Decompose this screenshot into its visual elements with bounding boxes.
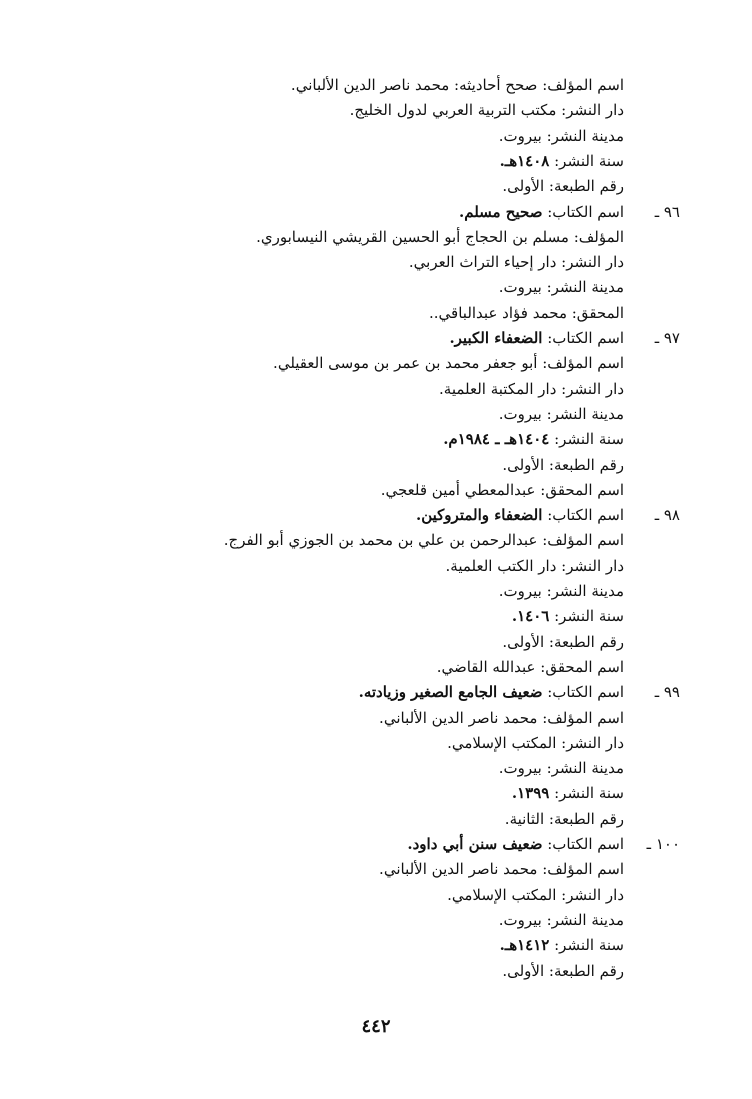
bibliography-line [379, 707, 624, 729]
field-label: مدينة النشر: [541, 911, 624, 929]
bibliography-line [273, 352, 624, 374]
entry-number: ٩٨ ـ [654, 506, 680, 524]
field-label: دار النشر: [556, 253, 624, 271]
bibliography-line [499, 757, 624, 779]
field-label: اسم الكتاب: [542, 835, 624, 853]
field-label: اسم الكتاب: [542, 203, 624, 221]
field-label: دار النشر: [556, 886, 624, 904]
bibliography-line [437, 656, 624, 678]
field-label: دار النشر: [556, 380, 624, 398]
field-label: رقم الطبعة: [544, 810, 624, 828]
page-number: ٤٤٢ [361, 1016, 391, 1037]
bibliography-line [512, 782, 624, 804]
field-value: عبدالرحمن بن علي بن محمد بن الجوزي أبو الفرج. [223, 531, 538, 549]
field-label: مدينة النشر: [541, 405, 624, 423]
bibliography-line [256, 226, 624, 248]
field-value: بيروت. [498, 911, 542, 929]
bibliography-line [505, 808, 624, 830]
field-label: اسم الكتاب: [542, 329, 624, 347]
field-label: مدينة النشر: [541, 278, 624, 296]
field-value: الضعفاء الكبير. [449, 329, 543, 347]
field-label: سنة النشر: [549, 152, 624, 170]
bibliography-line [499, 580, 624, 602]
field-value: عبدالمعطي أمين قلعجي. [380, 481, 536, 499]
field-label: اسم المؤلف: [537, 354, 624, 372]
field-value: دار المكتبة العلمية. [439, 380, 557, 398]
field-value: الأولى. [502, 962, 545, 980]
field-value: المكتب الإسلامي. [447, 734, 557, 752]
bibliography-line [416, 504, 624, 526]
bibliography-line [500, 150, 624, 172]
field-value: الضعفاء والمتروكين. [416, 506, 543, 524]
field-value: ١٣٩٩. [511, 784, 550, 802]
bibliography-line [429, 302, 624, 324]
field-label: سنة النشر: [549, 430, 624, 448]
field-label: مدينة النشر: [541, 582, 624, 600]
bibliography-line [502, 454, 624, 476]
field-value: محمد فؤاد عبدالباقي.. [429, 304, 567, 322]
field-label: المحقق: [566, 304, 624, 322]
field-value: ١٤٠٨هـ. [499, 152, 550, 170]
bibliography-line [502, 631, 624, 653]
entry-number: ٩٦ ـ [654, 203, 680, 221]
bibliography-line [502, 175, 624, 197]
bibliography-line [499, 125, 624, 147]
entry-number: ٩٩ ـ [654, 683, 680, 701]
field-label: اسم الكتاب: [542, 506, 624, 524]
field-value: عبدالله القاضي. [436, 658, 536, 676]
bibliography-line [379, 858, 624, 880]
bibliography-line [500, 934, 624, 956]
field-label: اسم المؤلف: [537, 860, 624, 878]
bibliography-line [443, 428, 624, 450]
bibliography-line [512, 605, 624, 627]
field-value: المكتب الإسلامي. [447, 886, 557, 904]
entry-number: ٩٧ ـ [654, 329, 680, 347]
bibliography-line [224, 529, 624, 551]
entry-number: ١٠٠ ـ [646, 835, 680, 853]
bibliography-line [499, 276, 624, 298]
field-value: الأولى. [502, 456, 545, 474]
field-value: دار الكتب العلمية. [445, 557, 557, 575]
field-label: رقم الطبعة: [544, 177, 624, 195]
field-value: محمد ناصر الدين الألباني. [379, 860, 538, 878]
field-label: سنة النشر: [549, 784, 624, 802]
field-value: بيروت. [498, 759, 542, 777]
field-value: ١٤٠٤هـ ـ ١٩٨٤م. [443, 430, 550, 448]
field-value: بيروت. [498, 405, 542, 423]
bibliography-line [359, 681, 624, 703]
field-value: أبو جعفر محمد بن عمر بن موسى العقيلي. [273, 354, 538, 372]
bibliography-line [447, 732, 624, 754]
field-value: دار إحياء التراث العربي. [408, 253, 557, 271]
field-label: اسم المحقق: [535, 658, 624, 676]
field-label: اسم المحقق: [535, 481, 624, 499]
field-label: دار النشر: [556, 734, 624, 752]
field-value: الثانية. [504, 810, 545, 828]
bibliography-line [439, 378, 624, 400]
field-value: صحح أحاديثه: محمد ناصر الدين الألباني. [290, 76, 538, 94]
bibliography-line [407, 833, 624, 855]
bibliography-line [499, 403, 624, 425]
bibliography-line [449, 327, 624, 349]
field-label: سنة النشر: [549, 607, 624, 625]
field-label: سنة النشر: [549, 936, 624, 954]
field-value: الأولى. [502, 633, 545, 651]
bibliography-line [499, 909, 624, 931]
bibliography-line [409, 251, 624, 273]
field-label: مدينة النشر: [541, 759, 624, 777]
field-value: بيروت. [498, 278, 542, 296]
field-value: مكتب التربية العربي لدول الخليج. [349, 101, 557, 119]
field-value: بيروت. [498, 127, 542, 145]
field-label: رقم الطبعة: [544, 456, 624, 474]
field-value: محمد ناصر الدين الألباني. [379, 709, 538, 727]
field-label: اسم الكتاب: [542, 683, 624, 701]
bibliography-line [447, 884, 624, 906]
field-value: ١٤١٢هـ. [499, 936, 550, 954]
field-value: ضعيف الجامع الصغير وزيادته. [358, 683, 543, 701]
field-value: ضعيف سنن أبي داود. [407, 835, 543, 853]
field-value: الأولى. [502, 177, 545, 195]
field-label: دار النشر: [556, 557, 624, 575]
field-label: اسم المؤلف: [537, 531, 624, 549]
field-label: اسم المؤلف: [537, 76, 624, 94]
field-value: مسلم بن الحجاج أبو الحسين القريشي النيسابوري. [256, 228, 569, 246]
field-label: رقم الطبعة: [544, 962, 624, 980]
bibliography-line [291, 74, 624, 96]
field-label: دار النشر: [556, 101, 624, 119]
bibliography-line [446, 555, 624, 577]
bibliography-line [459, 201, 624, 223]
bibliography-line [502, 960, 624, 982]
bibliography-line [350, 99, 624, 121]
field-value: ١٤٠٦. [511, 607, 550, 625]
field-label: رقم الطبعة: [544, 633, 624, 651]
field-label: اسم المؤلف: [537, 709, 624, 727]
field-label: مدينة النشر: [541, 127, 624, 145]
bibliography-line [381, 479, 624, 501]
field-value: بيروت. [498, 582, 542, 600]
field-label: المؤلف: [568, 228, 624, 246]
field-value: صحيح مسلم. [459, 203, 543, 221]
